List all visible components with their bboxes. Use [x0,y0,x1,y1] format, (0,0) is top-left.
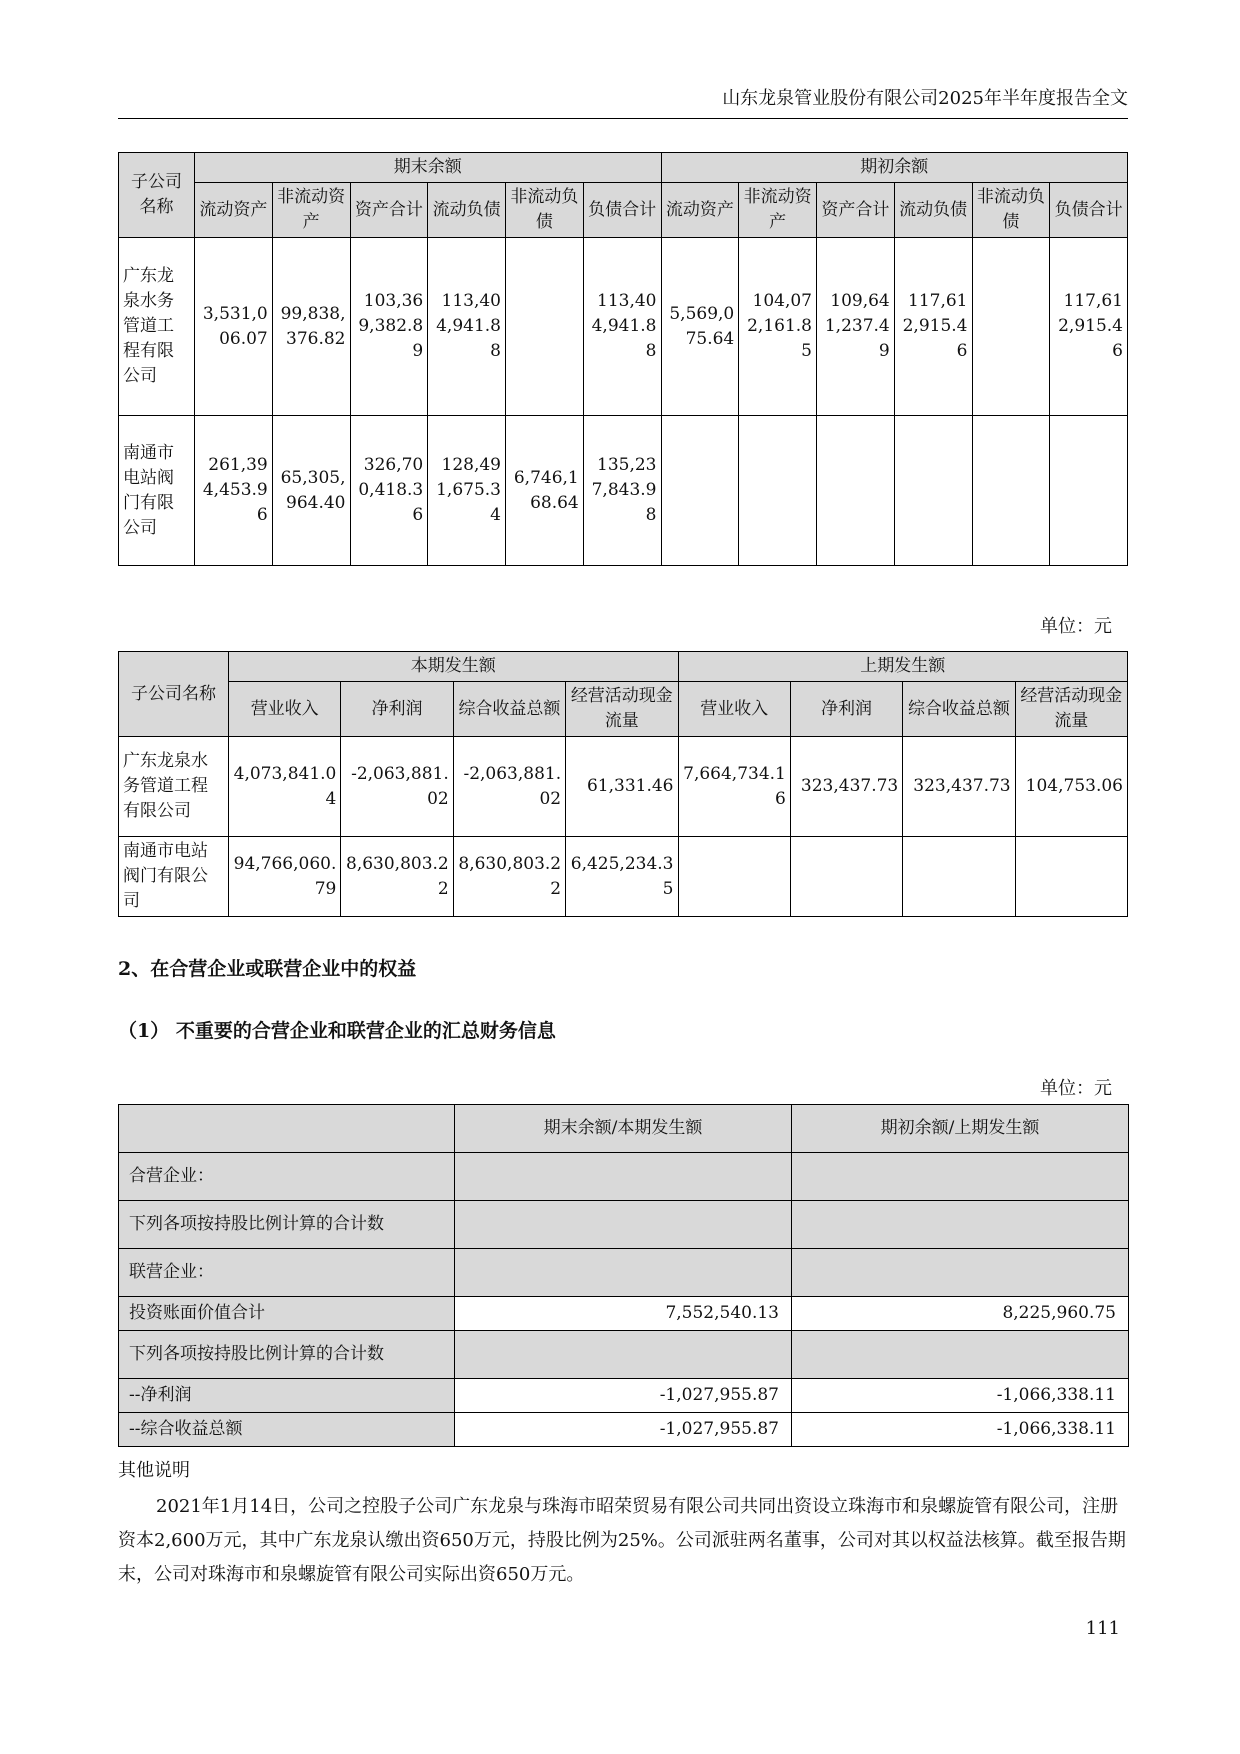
group-header-end: 期末余额 [195,153,662,183]
cell [894,416,972,566]
cell: 326,700,418.36 [350,416,428,566]
col-header: 营业收入 [229,682,341,737]
cell: 8,225,960.75 [792,1297,1129,1331]
table-row [119,1153,1129,1201]
cell [506,238,584,416]
row-label: 联营企业： [119,1249,455,1297]
cell: 7,552,540.13 [455,1297,792,1331]
table-row [119,238,1128,416]
other-notes-paragraph: 2021年1月14日，公司之控股子公司广东龙泉与珠海市昭荣贸易有限公司共同出资设立珠海市和泉螺旋管有限公司，注册资本2,600万元，其中广东龙泉认缴出资650万元，持股比例为25%。公司派驻两名董事，公司对其以权益法核算。截至报告期末，公司对珠海市和泉螺旋管有限公司实际出资650万元。 [118,1496,1126,1585]
group-header-prior: 上期发生额 [678,652,1128,682]
col-header: 流动负债 [428,183,506,238]
row-label: --净利润 [119,1379,455,1413]
table-row [119,416,1128,566]
cell: 99,838,376.82 [272,238,350,416]
row-name: 广东龙泉水务管道工程有限公司 [119,737,229,837]
unit-label: 单位：元 [1040,1078,1112,1099]
cell: 94,766,060.79 [229,837,341,917]
cell: 135,237,843.98 [583,416,661,566]
cell [455,1331,792,1379]
cell: 61,331.46 [566,737,678,837]
table-row [119,837,1128,917]
cell [792,1201,1129,1249]
col-header: 流动资产 [195,183,273,238]
table-row [119,1331,1129,1379]
cell: 3,531,006.07 [195,238,273,416]
table-row [119,1413,1129,1447]
cell: 261,394,453.96 [195,416,273,566]
col-header-end: 期末余额/本期发生额 [455,1105,792,1153]
table-row [119,737,1128,837]
col-header: 非流动负债 [972,183,1050,238]
col-header: 负债合计 [583,183,661,238]
col-header: 流动资产 [661,183,739,238]
table-row [119,1201,1129,1249]
col-header: 净利润 [341,682,453,737]
cell: 323,437.73 [790,737,902,837]
cell: 8,630,803.22 [453,837,565,917]
cell [972,416,1050,566]
col-header: 资产合计 [817,183,895,238]
cell: 6,425,234.35 [566,837,678,917]
cell: 117,612,915.46 [1050,238,1128,416]
cell: 6,746,168.64 [506,416,584,566]
cell: 113,404,941.88 [428,238,506,416]
row-label: 下列各项按持股比例计算的合计数 [119,1331,455,1379]
subsection-heading: （1） 不重要的合营企业和联营企业的汇总财务信息 [118,1020,556,1042]
col-header: 负债合计 [1050,183,1128,238]
cell: 104,072,161.85 [739,238,817,416]
col-header: 流动负债 [894,183,972,238]
row-name: 南通市电站阀门有限公司 [119,837,229,917]
unit-label: 单位：元 [1040,616,1112,637]
col-header: 经营活动现金流量 [566,682,678,737]
section-heading: 2、在合营企业或联营企业中的权益 [118,958,417,980]
cell [455,1201,792,1249]
cell: 113,404,941.88 [583,238,661,416]
col-header: 非流动负债 [506,183,584,238]
subsidiary-income-table [118,651,1128,917]
cell [455,1249,792,1297]
col-header-name: 子公司名称 [119,153,195,238]
cell [1015,837,1127,917]
other-notes-title: 其他说明 [118,1460,190,1481]
cell [792,1331,1129,1379]
cell: 103,369,382.89 [350,238,428,416]
row-label: 合营企业： [119,1153,455,1201]
cell: -2,063,881.02 [453,737,565,837]
cell: 7,664,734.16 [678,737,790,837]
cell [678,837,790,917]
cell: 109,641,237.49 [817,238,895,416]
cell [817,416,895,566]
cell: -2,063,881.02 [341,737,453,837]
row-label: 投资账面价值合计 [119,1297,455,1331]
table-row [119,1249,1129,1297]
cell [972,238,1050,416]
row-name: 南通市电站阀门有限公司 [119,416,195,566]
group-header-begin: 期初余额 [661,153,1128,183]
cell: 117,612,915.46 [894,238,972,416]
cell: -1,027,955.87 [455,1379,792,1413]
table-row [119,1297,1129,1331]
cell: 8,630,803.22 [341,837,453,917]
col-header-name: 子公司名称 [119,652,229,737]
col-header: 资产合计 [350,183,428,238]
col-header: 综合收益总额 [453,682,565,737]
group-header-current: 本期发生额 [229,652,679,682]
page-number: 111 [1085,1618,1120,1639]
cell [790,837,902,917]
col-header: 净利润 [790,682,902,737]
cell [1050,416,1128,566]
cell [792,1249,1129,1297]
subsidiary-balance-table [118,152,1128,566]
cell: -1,066,338.11 [792,1379,1129,1413]
row-name: 广东龙泉水务管道工程有限公司 [119,238,195,416]
cell [792,1153,1129,1201]
report-title: 山东龙泉管业股份有限公司2025年半年度报告全文 [722,88,1128,109]
cell [455,1153,792,1201]
cell: 128,491,675.34 [428,416,506,566]
cell: 5,569,075.64 [661,238,739,416]
table-row [119,1379,1129,1413]
row-label: --综合收益总额 [119,1413,455,1447]
cell: 4,073,841.04 [229,737,341,837]
col-header: 综合收益总额 [903,682,1015,737]
cell: 323,437.73 [903,737,1015,837]
cell: -1,027,955.87 [455,1413,792,1447]
cell [903,837,1015,917]
col-header: 经营活动现金流量 [1015,682,1127,737]
col-header-blank [119,1105,455,1153]
report-header [118,84,1128,119]
cell: 104,753.06 [1015,737,1127,837]
jv-associates-table [118,1104,1129,1447]
cell [739,416,817,566]
cell [661,416,739,566]
col-header-begin: 期初余额/上期发生额 [792,1105,1129,1153]
col-header: 营业收入 [678,682,790,737]
row-label: 下列各项按持股比例计算的合计数 [119,1201,455,1249]
col-header: 非流动资产 [272,183,350,238]
col-header: 非流动资产 [739,183,817,238]
cell: -1,066,338.11 [792,1413,1129,1447]
cell: 65,305,964.40 [272,416,350,566]
